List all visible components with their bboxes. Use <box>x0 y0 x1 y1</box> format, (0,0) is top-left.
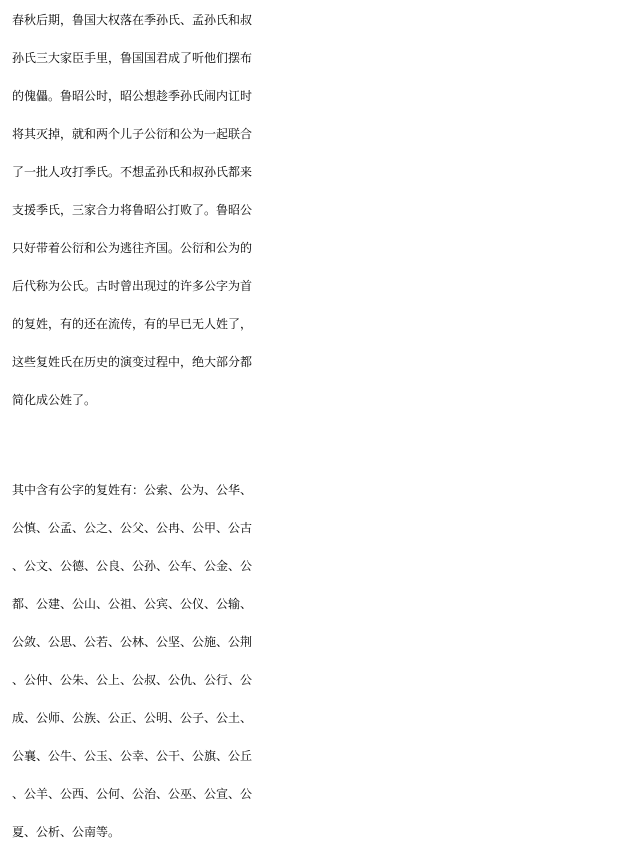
paragraph1-line: 春秋后期，鲁国大权落在季孙氏、孟孙氏和叔 <box>12 13 253 27</box>
paragraph1-line: 后代称为公氏。古时曾出现过的许多公字为首 <box>12 279 253 293</box>
paragraph1-line: 这些复姓氏在历史的演变过程中，绝大部分都 <box>12 355 253 369</box>
paragraph2-line: 其中含有公字的复姓有：公索、公为、公华、 <box>12 483 253 497</box>
paragraph2-line: 成、公师、公族、公正、公明、公子、公土、 <box>12 711 253 725</box>
paragraph2-line: 、公羊、公西、公何、公治、公巫、公宣、公 <box>12 787 253 801</box>
paragraph2-line: 公慎、公孟、公之、公父、公冉、公甲、公古 <box>12 521 253 535</box>
paragraph2-line: 都、公建、公山、公祖、公宾、公仪、公输、 <box>12 597 253 611</box>
paragraph2-line: 公襄、公牛、公玉、公幸、公干、公旗、公丘 <box>12 749 253 763</box>
paragraph1-line: 只好带着公衍和公为逃往齐国。公衍和公为的 <box>12 241 253 255</box>
paragraph2-line: 、公文、公德、公良、公孙、公车、公金、公 <box>12 559 253 573</box>
paragraph2-line: 公敛、公思、公若、公林、公坚、公施、公荆 <box>12 635 253 649</box>
paragraph1-line: 的傀儡。鲁昭公时，昭公想趁季孙氏闹内讧时 <box>12 89 253 103</box>
paragraph1-line: 将其灭掉，就和两个儿子公衍和公为一起联合 <box>12 127 253 141</box>
paragraph2-line: 、公仲、公朱、公上、公叔、公仇、公行、公 <box>12 673 253 687</box>
paragraph1-line: 的复姓，有的还在流传，有的早已无人姓了， <box>12 317 253 331</box>
paragraph1-line: 了一批人攻打季氏。不想孟孙氏和叔孙氏都来 <box>12 165 253 179</box>
paragraph1-line: 简化成公姓了。 <box>12 393 97 407</box>
paragraph2-line: 夏、公析、公南等。 <box>12 825 121 839</box>
paragraph1-line: 支援季氏，三家合力将鲁昭公打败了。鲁昭公 <box>12 203 253 217</box>
paragraph1-line: 孙氏三大家臣手里，鲁国国君成了听他们摆布 <box>12 51 253 65</box>
